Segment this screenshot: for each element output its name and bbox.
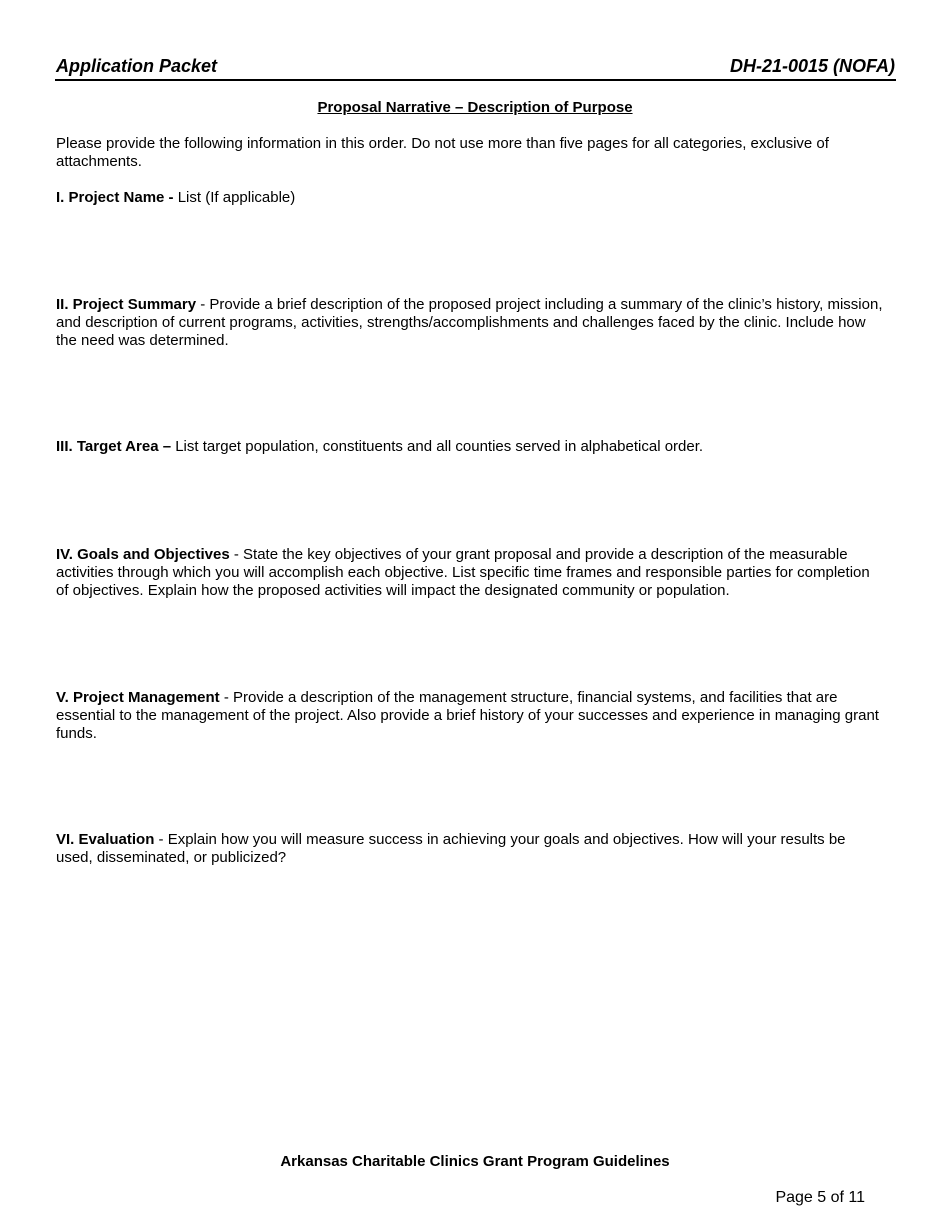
section-heading: V. Project Management — [56, 689, 220, 706]
header-packet-title: Application Packet — [56, 56, 218, 76]
section-heading: I. Project Name - — [56, 189, 174, 206]
section-text: List (If applicable) — [173, 189, 296, 206]
section-text: - Provide a brief description of the proposed project including a summary of the clinic’s history, mission, and description of current programs, activities, strengths/accomplishments and challenges faced by the clinic. Include how the need was determined. — [56, 296, 883, 349]
page-header — [55, 55, 896, 81]
section-text: - State the key objectives of your grant proposal and provide a description of the measurable activities through which you will accomplish each objective. List specific time frames and responsible parties for completion of objectives. Explain how the proposed activities will impact the designated community or population. — [56, 546, 870, 599]
section-heading: VI. Evaluation — [56, 831, 155, 848]
section-project-summary — [56, 296, 886, 350]
section-target-area — [56, 438, 886, 456]
page-title: Proposal Narrative – Description of Purpose — [317, 99, 633, 116]
intro-paragraph: Please provide the following information in this order. Do not use more than five pages for all categories, exclusive of attachments. — [56, 135, 829, 170]
section-project-name — [56, 189, 886, 207]
section-text: - Provide a description of the management structure, financial systems, and facilities that are essential to the management of the project. Also provide a brief history of your successes and experience in managing grant funds. — [56, 689, 879, 742]
footer-title: Arkansas Charitable Clinics Grant Program Guidelines — [280, 1153, 670, 1170]
section-text: - Explain how you will measure success in achieving your goals and objectives. How will your results be used, disseminated, or publicized? — [56, 831, 846, 866]
section-evaluation — [56, 831, 886, 867]
page-number: Page 5 of 11 — [775, 1189, 865, 1206]
section-goals-objectives — [56, 546, 886, 600]
section-project-management — [56, 689, 886, 743]
section-text: List target population, constituents and all counties served in alphabetical order. — [171, 438, 704, 455]
section-heading: II. Project Summary — [56, 296, 197, 313]
section-heading: III. Target Area – — [56, 438, 172, 455]
section-heading: IV. Goals and Objectives — [56, 546, 230, 563]
header-document-number: DH-21-0015 (NOFA) — [729, 56, 895, 76]
